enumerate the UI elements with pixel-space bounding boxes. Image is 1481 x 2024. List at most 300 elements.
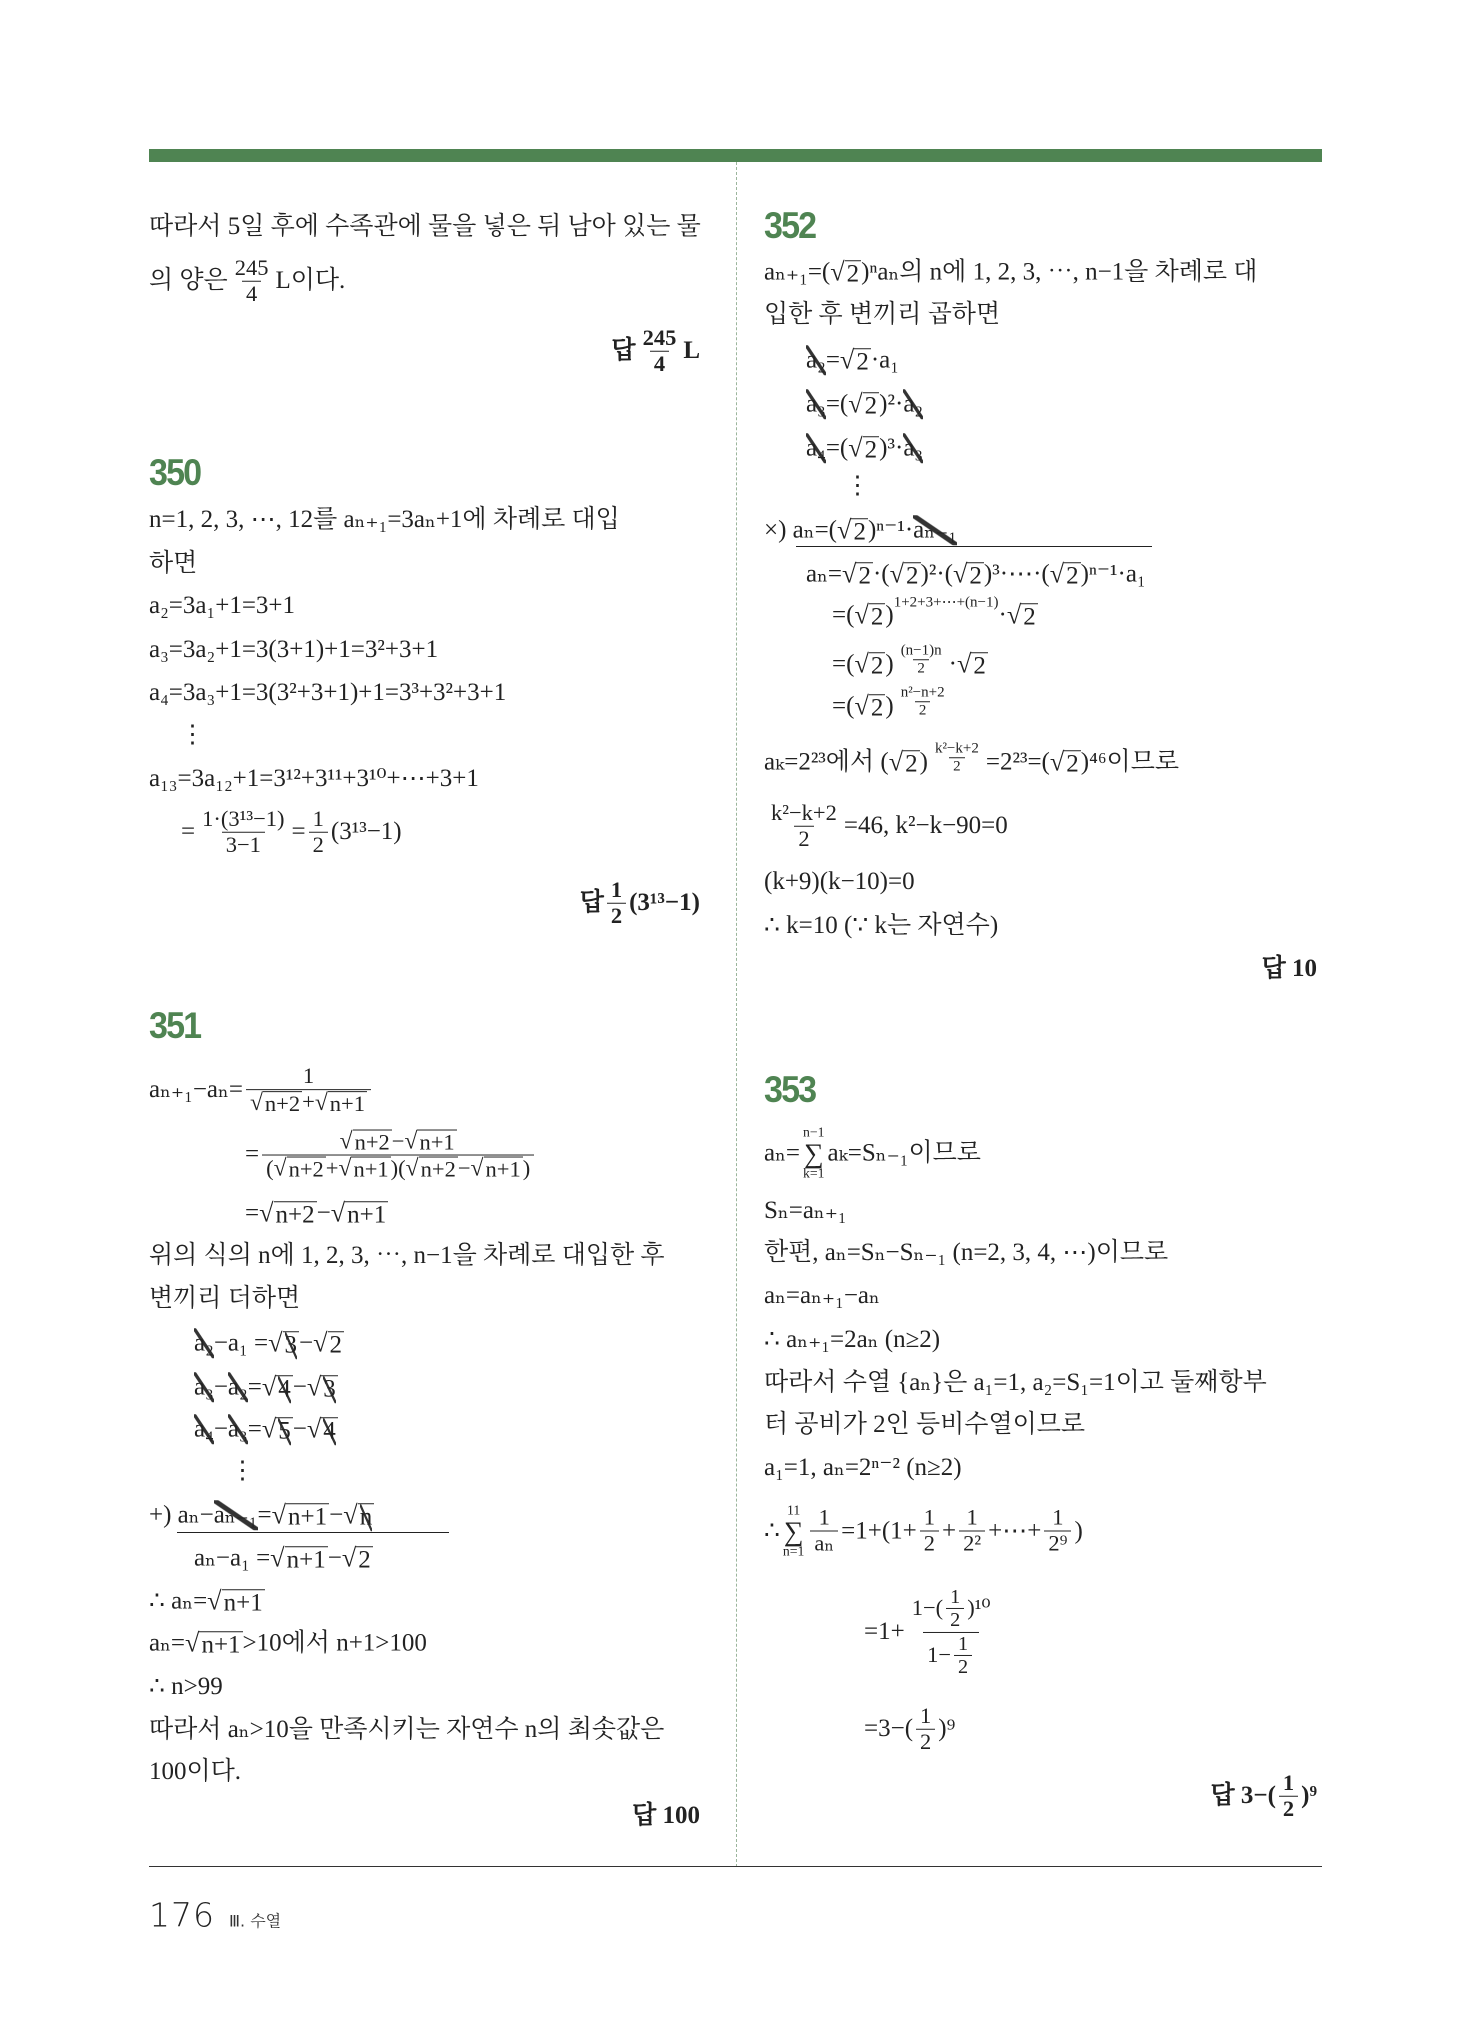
radicand [863, 437, 880, 464]
fraction [946, 1586, 964, 1632]
solution-line [764, 867, 915, 897]
math-text: ) [885, 601, 894, 628]
math-text: 답 3−( [1210, 1782, 1276, 1809]
radicand [1021, 604, 1038, 631]
square-root [250, 1090, 302, 1116]
radical-sign-icon: √ [848, 433, 863, 463]
solution-line [806, 432, 923, 464]
math-text: =( [832, 601, 855, 628]
radicand [199, 1632, 242, 1659]
cancelled-term: a₃ [194, 1373, 214, 1400]
sum-upper-limit: n−1 [803, 1124, 825, 1140]
fraction [920, 1506, 939, 1557]
math-text: = [825, 346, 840, 373]
math-text: 한편, aₙ=Sₙ−Sₙ₋₁ (n=2, 3, 4, ⋯)이므로 [764, 1239, 1169, 1266]
solution-line [149, 1715, 664, 1745]
math-text: 답 [579, 889, 604, 916]
radical-sign-icon: √ [839, 345, 855, 375]
math-text: 352 [764, 204, 816, 246]
radical-sign-icon: √ [338, 1155, 352, 1182]
radical-sign-icon: √ [956, 649, 972, 679]
solution-line [764, 911, 998, 941]
math-text: 2 [920, 1728, 932, 1754]
solution-line [864, 1586, 998, 1678]
math-text: )⁴⁶이므로 [1080, 748, 1180, 775]
fraction-numerator [336, 1129, 461, 1155]
cancelled-term: a₂ [806, 346, 826, 373]
fraction [639, 326, 681, 377]
radical-sign-icon: √ [1006, 600, 1022, 630]
math-text: 1 [818, 1504, 830, 1530]
square-root [848, 432, 879, 464]
fraction-numerator [931, 740, 983, 757]
radicand [851, 519, 868, 546]
fraction [931, 740, 983, 774]
solution-line [806, 388, 923, 420]
cancelled-term: a₄ [194, 1415, 214, 1442]
math-text: )²· [879, 390, 904, 417]
solution-line [149, 212, 701, 242]
math-text: 2 [798, 825, 810, 851]
fraction [959, 1506, 985, 1557]
radicand [869, 604, 886, 631]
solution-line [149, 635, 438, 665]
math-text: 1·(3¹³−1) [202, 805, 285, 831]
math-text: a₁=1, aₙ=2ⁿ⁻² (n≥2) [764, 1454, 962, 1481]
math-text: 2 [864, 392, 878, 420]
radical-sign-icon: √ [330, 1198, 346, 1228]
math-text: +) aₙ− [149, 1501, 214, 1528]
fraction-denominator [923, 1632, 979, 1679]
math-text: 245 [642, 324, 677, 350]
solution-line [149, 1627, 427, 1659]
math-text: ⋮ [180, 721, 205, 748]
math-text: = [245, 1141, 260, 1168]
math-text: ) [919, 748, 928, 775]
math-text: − [391, 1128, 405, 1154]
radical-sign-icon: √ [270, 1543, 285, 1573]
solution-line [764, 740, 1180, 778]
math-text: + [942, 1517, 957, 1544]
answer-line [580, 878, 700, 929]
math-text: ) [1074, 1517, 1083, 1544]
radical-sign-icon: √ [268, 1328, 283, 1358]
math-text: )³·⋯·( [983, 560, 1050, 587]
exponent [928, 740, 986, 774]
fraction-denominator [1044, 1531, 1071, 1557]
square-root [854, 648, 885, 680]
math-text: = [247, 1415, 262, 1442]
math-text: k²−k+2 [771, 799, 837, 825]
radical-sign-icon: √ [343, 1500, 358, 1530]
math-text: 2 [969, 562, 982, 590]
fraction-numerator [815, 1506, 834, 1531]
math-text: a₃=3a₂+1=3(3+1)+1=3²+3+1 [149, 636, 439, 663]
cancelled-term: a₄ [806, 434, 826, 461]
math-text: 1−( [911, 1595, 944, 1621]
radical-sign-icon: √ [889, 559, 905, 589]
solution-line [149, 678, 506, 708]
math-text: n²−n+2 [900, 684, 945, 701]
fraction-numerator [767, 801, 841, 826]
header-green-bar [149, 149, 1322, 162]
cancelled-term: n [359, 1503, 373, 1531]
radical-sign-icon: √ [261, 1372, 277, 1402]
fraction [810, 1506, 838, 1557]
radical-sign-icon: √ [306, 1372, 322, 1402]
fraction-denominator [242, 281, 261, 307]
math-text: )²·( [920, 560, 953, 587]
radicand [869, 653, 886, 680]
solution-line [764, 1281, 880, 1311]
math-text: 351 [149, 1004, 201, 1046]
math-text: 2 [906, 562, 919, 590]
fraction [1044, 1506, 1071, 1557]
radicand [276, 1418, 293, 1445]
math-text: 2 [864, 436, 878, 464]
fraction-denominator [794, 826, 813, 852]
math-text: 2 [1066, 750, 1079, 778]
math-text: )⁹ [1301, 1782, 1317, 1809]
square-root [842, 558, 873, 590]
fraction-denominator [650, 351, 669, 377]
fraction-numerator [897, 642, 946, 659]
radicand [1064, 751, 1081, 778]
math-text: − [327, 1544, 342, 1571]
fraction [198, 807, 288, 858]
solution-line [149, 591, 295, 621]
solution-line [149, 1241, 665, 1271]
solution-line [194, 1371, 338, 1403]
radicand [484, 1157, 523, 1182]
math-text: 1 [920, 1702, 932, 1728]
math-text: ∴ aₙ₊₁=2aₙ (n≥2) [764, 1326, 941, 1353]
fraction [916, 1704, 935, 1755]
radical-sign-icon: √ [249, 1089, 263, 1116]
math-text: 3−1 [225, 831, 261, 857]
solution-line [832, 684, 952, 722]
radical-sign-icon: √ [271, 1500, 287, 1530]
math-text: L이다. [275, 267, 346, 294]
solution-line [764, 1238, 1168, 1268]
math-text: ( [266, 1155, 274, 1181]
radicand [845, 261, 862, 288]
page-number: 176 [149, 1895, 215, 1935]
radical-sign-icon: √ [837, 515, 852, 545]
math-text: 2⁹ [1048, 1530, 1068, 1556]
solution-line [230, 1456, 255, 1486]
radicand [283, 1332, 300, 1359]
math-text: 100이다. [149, 1758, 242, 1785]
math-text: k²−k+2 [934, 740, 979, 757]
math-text: aₙ= [149, 1629, 186, 1656]
fraction-denominator [309, 832, 328, 858]
radicand [287, 1157, 326, 1182]
square-root [270, 1542, 328, 1574]
problem-number [149, 451, 200, 495]
square-root [889, 746, 920, 778]
math-text: n+1 [329, 1091, 365, 1117]
fraction-denominator [946, 1608, 964, 1631]
math-text: 1 [312, 805, 324, 831]
math-text: 2 [918, 701, 927, 718]
square-root [854, 690, 885, 722]
math-text: 2 [610, 902, 623, 928]
radicand [286, 1504, 329, 1531]
math-text: − [213, 1415, 228, 1442]
math-text: n+1 [201, 1631, 241, 1659]
math-text: 2 [1023, 603, 1036, 631]
solution-line [864, 1704, 955, 1755]
radicand [353, 1130, 392, 1155]
math-text: − [292, 1415, 307, 1442]
solution-line [194, 1327, 344, 1359]
math-text: >10에서 n+1>100 [242, 1629, 427, 1656]
square-root [313, 1327, 344, 1359]
column-divider [736, 162, 737, 1867]
fraction [309, 807, 328, 858]
math-text: = [181, 818, 196, 845]
solution-line [764, 514, 957, 546]
exponent [894, 642, 949, 676]
math-text: = [247, 1373, 262, 1400]
radical-sign-icon: √ [404, 1128, 418, 1155]
cancelled-term: 4 [323, 1417, 336, 1445]
math-text: a₂=3a₁+1=3+1 [149, 592, 296, 619]
radical-sign-icon: √ [259, 1198, 274, 1228]
math-text: n=1, 2, 3, ⋯, 12를 aₙ₊₁=3aₙ+1에 차례로 대입 [149, 506, 620, 533]
cancelled-term: aₙ₋₁ [213, 1501, 258, 1528]
radical-sign-icon: √ [273, 1155, 287, 1182]
math-text: aₙ−a₁ = [194, 1544, 271, 1571]
square-root [840, 344, 871, 376]
radicand [276, 1376, 293, 1403]
math-text: 350 [149, 451, 201, 493]
fraction-denominator [954, 1655, 972, 1678]
radicand [971, 653, 988, 680]
math-text: 입한 후 변끼리 곱하면 [764, 301, 1001, 328]
math-text: 2 [870, 694, 884, 722]
math-text: 1 [610, 876, 623, 902]
square-root [338, 1156, 390, 1182]
solution-line [149, 1064, 374, 1116]
math-text: aₙ [814, 1530, 835, 1556]
square-root [342, 1542, 373, 1574]
solution-line [764, 1126, 981, 1181]
math-text: aₙ= [806, 560, 843, 587]
math-text: 4 [653, 350, 666, 376]
math-text: − [316, 1199, 331, 1226]
cancelled-term: 4 [278, 1375, 291, 1403]
square-root [262, 1413, 293, 1445]
fraction-denominator [915, 701, 931, 719]
exponent [894, 593, 999, 611]
square-root [343, 1499, 374, 1531]
fraction-denominator [262, 1155, 534, 1182]
radicand [351, 1157, 390, 1182]
math-text: 1 [923, 1504, 936, 1530]
square-root [307, 1413, 338, 1445]
radical-sign-icon: √ [848, 389, 863, 419]
math-text: ·( [872, 560, 890, 587]
math-text: n+2 [420, 1156, 456, 1182]
radical-sign-icon: √ [1049, 747, 1065, 777]
square-root [848, 388, 879, 420]
math-text: n+1 [288, 1503, 328, 1531]
math-text: 1 [950, 1585, 961, 1608]
radical-sign-icon: √ [854, 600, 869, 630]
summation [783, 1504, 805, 1559]
math-text: ) [885, 692, 894, 719]
math-text: ∴ [764, 1517, 780, 1544]
math-text: (3¹³−1) [629, 889, 700, 916]
radicand [358, 1504, 375, 1531]
radicand [903, 751, 920, 778]
radicand [869, 695, 886, 722]
math-text: − [299, 1329, 314, 1356]
radical-sign-icon: √ [830, 257, 845, 287]
solution-line [149, 1585, 265, 1617]
math-text: (k+9)(k−10)=0 [764, 868, 915, 895]
solution-line [245, 1129, 537, 1182]
solution-line [149, 764, 479, 794]
math-text: =3−( [864, 1715, 914, 1742]
radical-sign-icon: √ [1049, 559, 1065, 589]
solution-line [149, 505, 620, 535]
square-root [953, 558, 984, 590]
solution-line [764, 801, 1008, 852]
cancelled-term: aₙ₋₁ [913, 516, 957, 543]
math-text: n+2 [264, 1091, 301, 1117]
solution-line [149, 1284, 300, 1314]
square-root [274, 1156, 326, 1182]
math-text: ⋮ [845, 472, 870, 499]
math-text: n+2 [288, 1156, 324, 1182]
fraction [767, 801, 841, 852]
footer-rule [149, 1866, 1322, 1867]
math-text: · [948, 650, 957, 677]
math-text: 2 [1282, 1795, 1295, 1821]
fraction [897, 684, 949, 718]
radicand [345, 1202, 388, 1229]
math-text: 답 10 [1261, 955, 1317, 982]
math-text: aₙ=aₙ₊₁−aₙ [764, 1282, 880, 1309]
chapter-label: Ⅲ. 수열 [229, 1911, 282, 1931]
math-text: =( [832, 692, 855, 719]
fraction-denominator [913, 659, 929, 677]
fraction-denominator [959, 1531, 985, 1557]
math-text: =2²³=( [985, 748, 1050, 775]
math-text: 2 [923, 1530, 936, 1556]
math-text: 1 [1282, 1769, 1295, 1795]
math-text: 1 [1052, 1504, 1064, 1530]
math-text: 2 [846, 260, 860, 288]
math-text: 1 [302, 1063, 315, 1089]
cancelled-term: a₂ [194, 1329, 214, 1356]
math-text: =( [825, 390, 849, 417]
sum-underline [177, 1532, 449, 1533]
fraction [246, 1064, 371, 1116]
summation [803, 1126, 825, 1181]
fraction-denominator [246, 1089, 371, 1116]
math-text: 1 [966, 1504, 978, 1530]
solution-line [764, 1325, 940, 1355]
sigma-icon: ∑ [783, 1515, 804, 1547]
math-text: 2 [905, 750, 918, 778]
sum-upper-limit: 11 [787, 1502, 801, 1518]
math-text: − [457, 1155, 471, 1181]
solution-line [764, 300, 1000, 330]
math-text: 의 양은 [149, 267, 228, 294]
radicand [328, 1332, 345, 1359]
math-text: 2 [858, 562, 871, 590]
fraction [897, 642, 946, 676]
math-text: 답 100 [632, 1802, 700, 1829]
solution-line [806, 558, 1146, 590]
radicand [417, 1130, 456, 1155]
cancelled-term: 3 [284, 1331, 297, 1359]
math-text: = [245, 1199, 260, 1226]
math-text: 2 [312, 831, 324, 857]
math-text: a₄=3a₃+1=3(3²+3+1)+1=3³+3²+3+1 [149, 679, 507, 706]
fraction-denominator [916, 1729, 935, 1755]
exponent [894, 684, 952, 718]
math-text: n+2 [354, 1129, 390, 1155]
cancelled-term: a₃ [903, 434, 924, 461]
radicand [263, 1091, 302, 1116]
square-root [315, 1090, 367, 1116]
math-text: 따라서 aₙ>10을 만족시키는 자연수 n의 최솟값은 [149, 1716, 665, 1743]
fraction-denominator [607, 903, 626, 929]
solution-line [149, 1672, 223, 1702]
radicand [321, 1376, 338, 1403]
fraction [954, 1633, 972, 1679]
fraction [231, 256, 273, 307]
fraction-numerator [198, 807, 288, 832]
math-text: )¹⁰ [967, 1595, 991, 1621]
page-footer [149, 1896, 281, 1935]
radical-sign-icon: √ [185, 1628, 200, 1658]
radical-sign-icon: √ [261, 1414, 277, 1444]
radicand [274, 1202, 317, 1229]
solution-line [149, 256, 345, 307]
solution-line [194, 1413, 338, 1445]
math-text: n+1 [286, 1546, 326, 1574]
solution-line [764, 1196, 847, 1226]
math-text: )ⁿ⁻¹· [867, 516, 914, 543]
solution-line [832, 642, 988, 680]
math-text: 2 [950, 1609, 961, 1632]
math-text: 2² [963, 1530, 982, 1556]
radical-sign-icon: √ [854, 649, 869, 679]
math-text: 따라서 수열 {aₙ}은 a₁=1, a₂=S₁=1이고 둘째항부 [764, 1369, 1267, 1396]
radical-sign-icon: √ [842, 559, 857, 589]
math-text: 1+2+3+⋯+(n−1) [893, 594, 999, 611]
fraction [1279, 1771, 1298, 1822]
square-root [307, 1371, 338, 1403]
math-text: 2 [973, 652, 986, 680]
radicand [285, 1547, 328, 1574]
solution-line [764, 1368, 1267, 1398]
radical-sign-icon: √ [953, 559, 968, 589]
math-text: 2 [329, 1331, 343, 1359]
square-root [1050, 746, 1081, 778]
math-text: 4 [245, 280, 258, 306]
answer-line [1262, 954, 1317, 984]
math-text: ·a₁ [870, 346, 899, 373]
math-text: =46, k²−k−90=0 [843, 812, 1008, 839]
fraction-denominator [1279, 1796, 1298, 1822]
